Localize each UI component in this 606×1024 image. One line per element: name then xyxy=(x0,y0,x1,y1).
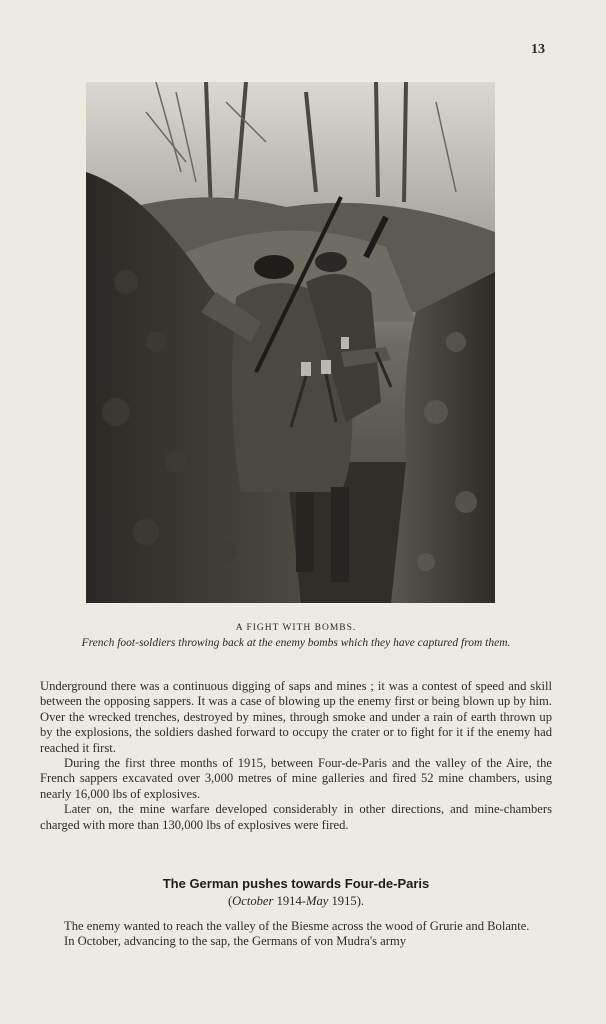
date-month-start: October xyxy=(232,894,274,908)
section-body-text xyxy=(40,919,552,950)
paragraph: Underground there was a continuous digging of saps and mines ; it was a contest of speed and skill between the opposing sappers. It was a case of blowing up the enemy first or being blown up by him. Over the wrecked trenches, destroyed by mines, through smoke and under a rain of earth thrown up by the explosions, the soldiers dashed forward to occupy the crater or to fight for it if the enemy had reached it first. xyxy=(40,679,552,755)
date-close: 1915). xyxy=(328,894,365,908)
section-heading: The German pushes towards Four-de-Paris xyxy=(162,876,430,891)
date-middle: 1914- xyxy=(273,894,306,908)
body-text xyxy=(40,679,552,833)
paragraph: The enemy wanted to reach the valley of the Biesme across the wood of Grurie and Bolante. xyxy=(64,919,530,933)
page-number: 13 xyxy=(531,42,545,57)
trench-photograph xyxy=(86,82,495,603)
date-open: ( xyxy=(227,894,233,908)
paragraph: In October, advancing to the sap, the Germans of von Mudra's army xyxy=(64,934,407,949)
figure-title: A FIGHT WITH BOMBS. xyxy=(235,623,357,633)
trench-photo-illustration xyxy=(86,82,495,603)
figure-caption: French foot-soldiers throwing back at the enemy bombs which they have captured from them. xyxy=(81,637,511,649)
paragraph: Later on, the mine warfare developed considerably in other directions, and mine-chambers charged with more than 130,000 lbs of explosives were fired. xyxy=(40,802,552,832)
section-date xyxy=(40,894,552,909)
date-month-end: May xyxy=(305,894,329,908)
paragraph: During the first three months of 1915, between Four-de-Paris and the valley of the Aire, the French sappers excavated over 3,000 metres of mine galleries and fired 52 mine chambers, using nearly 16,000 lbs of explosives. xyxy=(40,756,552,801)
